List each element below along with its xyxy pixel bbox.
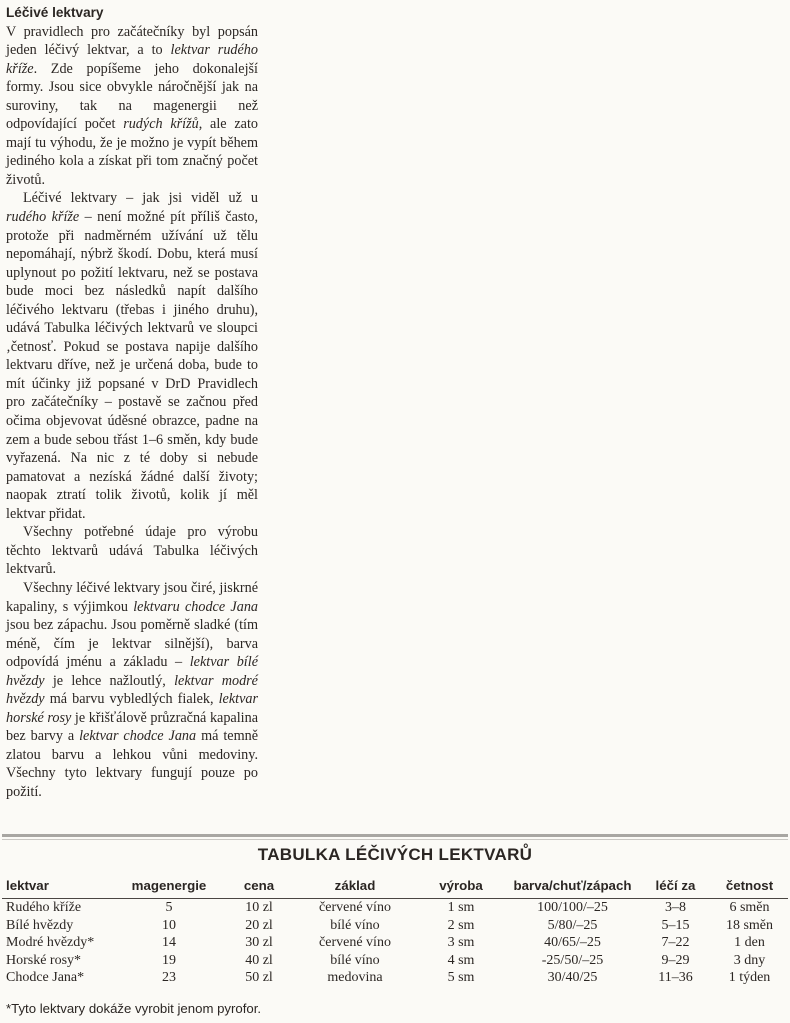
table-cell: Bílé hvězdy bbox=[6, 917, 74, 933]
text-run: – není možné pít příliš často, protože při nadměrném užívání už tělu nepomáhají, nýbrž škodí. Dobu, která musí uplynout po požití lektvaru, než se postava bude moci bez následků napít dalšího léčivého lektvaru (třebas i jiného druhu), udává Tabulka léčivých lektvarů ve sloupci ‚četnosť. Pokud se postava napije dalšího lektvaru dříve, než je určená doba, bude to mít účinky již popsané v DrD Pravidlech pro začátečníky – postavě se začnou před očima objevovat úděsné obrazce, padne na zem a bude sebou třást 1–6 směn, kdy bude vyřazená. Na nic z té doby si nebude pamatovat a nezíská žádné další životy; naopak ztratí tolik životů, kolik jí měl lektvar přidat. bbox=[6, 209, 258, 522]
table-cell: 6 směn bbox=[729, 900, 770, 915]
table-cell: bílé víno bbox=[330, 917, 380, 933]
table-cell: 100/100/–25 bbox=[537, 900, 608, 915]
table-cell: Horské rosy* bbox=[6, 952, 82, 968]
table-cell: 18 směn bbox=[725, 917, 774, 933]
table-cell: 5/80/–25 bbox=[547, 917, 598, 933]
table-row bbox=[2, 969, 788, 987]
italic-text-run: lektvaru chodce Jana bbox=[133, 598, 259, 615]
italic-text-run: lektvar rudého kříže bbox=[6, 42, 258, 77]
table-cell: bílé víno bbox=[330, 952, 380, 968]
table-title: TABULKA LÉČIVÝCH LEKTVARŮ bbox=[257, 845, 533, 864]
table-row bbox=[2, 952, 788, 970]
text-run: má barvu vybledlých fialek, bbox=[44, 691, 219, 708]
table-cell: 1 den bbox=[734, 935, 765, 951]
text-run: Všechny potřebné údaje pro výrobu těchto lektvarů udává Tabulka léčivých lektvarů. bbox=[6, 524, 258, 578]
column-header: lektvar bbox=[2, 874, 113, 899]
table-cell: 5 sm bbox=[447, 970, 475, 986]
italic-text-run: lektvar chodce Jana bbox=[79, 728, 197, 745]
table-row bbox=[2, 934, 788, 952]
table-cell: 5 bbox=[165, 900, 173, 915]
table-cell: 40 zl bbox=[245, 952, 273, 968]
table-cell: červené víno bbox=[319, 900, 391, 915]
text-run: je křišťálově průzračná kapalina bez barvy a bbox=[6, 709, 258, 745]
italic-text-run: rudého kříže bbox=[6, 209, 80, 226]
table-cell: 23 bbox=[162, 970, 176, 986]
table-cell: červené víno bbox=[319, 935, 391, 951]
text-run: Léčivé lektvary – jak jsi viděl už u bbox=[23, 190, 258, 207]
text-run: jsou bez zápachu. Jsou poměrně sladké (tím méně, čím je lektvar silnější), barva odpovídá jménu a základu – bbox=[6, 617, 258, 671]
italic-text-run: lektvar bílé hvězdy bbox=[6, 654, 258, 689]
table-cell: -25/50/–25 bbox=[541, 952, 604, 968]
table-cell: 9–29 bbox=[661, 952, 690, 968]
table-cell: 30/40/25 bbox=[547, 970, 598, 986]
article-column bbox=[6, 4, 258, 802]
table-top-rule-thin bbox=[2, 839, 788, 840]
column-header: léčí za bbox=[640, 874, 711, 899]
table-cell: 19 bbox=[162, 952, 176, 968]
table-cell: medovina bbox=[327, 970, 383, 986]
table-cell: 50 zl bbox=[245, 970, 273, 986]
table-cell: Modré hvězdy* bbox=[6, 935, 95, 951]
table-cell: Rudého kříže bbox=[6, 900, 82, 915]
text-run: V pravidlech pro začátečníky byl popsán jeden léčivý lektvar, a to bbox=[6, 23, 258, 59]
article-paragraph bbox=[6, 189, 258, 523]
table-row bbox=[2, 899, 788, 917]
column-header: magenergie bbox=[113, 874, 225, 899]
text-run: Všechny léčivé lektvary jsou čiré, jiskrné kapaliny, s výjimkou bbox=[6, 579, 258, 615]
table-cell: 20 zl bbox=[245, 917, 273, 933]
table-cell: 2 sm bbox=[447, 917, 475, 933]
table-cell: 10 zl bbox=[245, 900, 273, 915]
table-cell: 1 týden bbox=[728, 970, 771, 986]
potion-table bbox=[2, 874, 788, 987]
table-cell: 10 bbox=[162, 917, 176, 933]
italic-text-run: lektvar horské rosy bbox=[6, 691, 258, 726]
potion-table-section bbox=[0, 834, 790, 1002]
table-cell: 1 sm bbox=[447, 900, 475, 915]
table-top-rule bbox=[2, 834, 788, 837]
column-header: základ bbox=[293, 874, 417, 899]
table-header-row bbox=[2, 874, 788, 899]
text-run: , ale zato mají tu výhodu, že je možno je vypít během jediného kola a získat při tom značný počet životů. bbox=[6, 116, 258, 188]
table-cell: 3–8 bbox=[665, 900, 686, 915]
table-cell: 7–22 bbox=[661, 935, 690, 951]
table-row bbox=[2, 917, 788, 935]
table-cell: 3 sm bbox=[447, 935, 475, 951]
text-run: má temně zlatou barvu a lehkou vůni medoviny. Všechny tyto lektvary fungují pouze po požití. bbox=[6, 728, 258, 800]
italic-text-run: lektvar modré hvězdy bbox=[6, 672, 258, 708]
article-paragraph bbox=[6, 523, 258, 579]
column-header: cena bbox=[225, 874, 293, 899]
table-footnote: *Tyto lektvary dokáže vyrobit jenom pyrofor. bbox=[6, 1001, 262, 1016]
table-cell: 14 bbox=[162, 935, 176, 951]
article-paragraph bbox=[6, 23, 258, 190]
article-heading: Léčivé lektvary bbox=[6, 5, 104, 20]
article-paragraph bbox=[6, 579, 258, 802]
column-header: barva/chuť/zápach bbox=[505, 874, 640, 899]
column-header: výroba bbox=[417, 874, 505, 899]
table-cell: 3 dny bbox=[733, 952, 766, 968]
italic-text-run: rudých křížů bbox=[123, 116, 199, 133]
table-cell: 4 sm bbox=[447, 952, 475, 968]
text-run: je lehce nažloutlý, bbox=[44, 672, 175, 689]
table-cell: 30 zl bbox=[245, 935, 273, 951]
table-cell: 5–15 bbox=[661, 917, 690, 933]
text-run: . Zde popíšeme jeho dokonalejší formy. Jsou sice obvykle náročnější jak na suroviny, tak na magenergii než odpovídající počet bbox=[6, 60, 258, 133]
column-header: četnost bbox=[711, 874, 788, 899]
table-cell: Chodce Jana* bbox=[6, 970, 85, 986]
table-cell: 11–36 bbox=[658, 970, 693, 986]
table-cell: 40/65/–25 bbox=[544, 935, 601, 951]
